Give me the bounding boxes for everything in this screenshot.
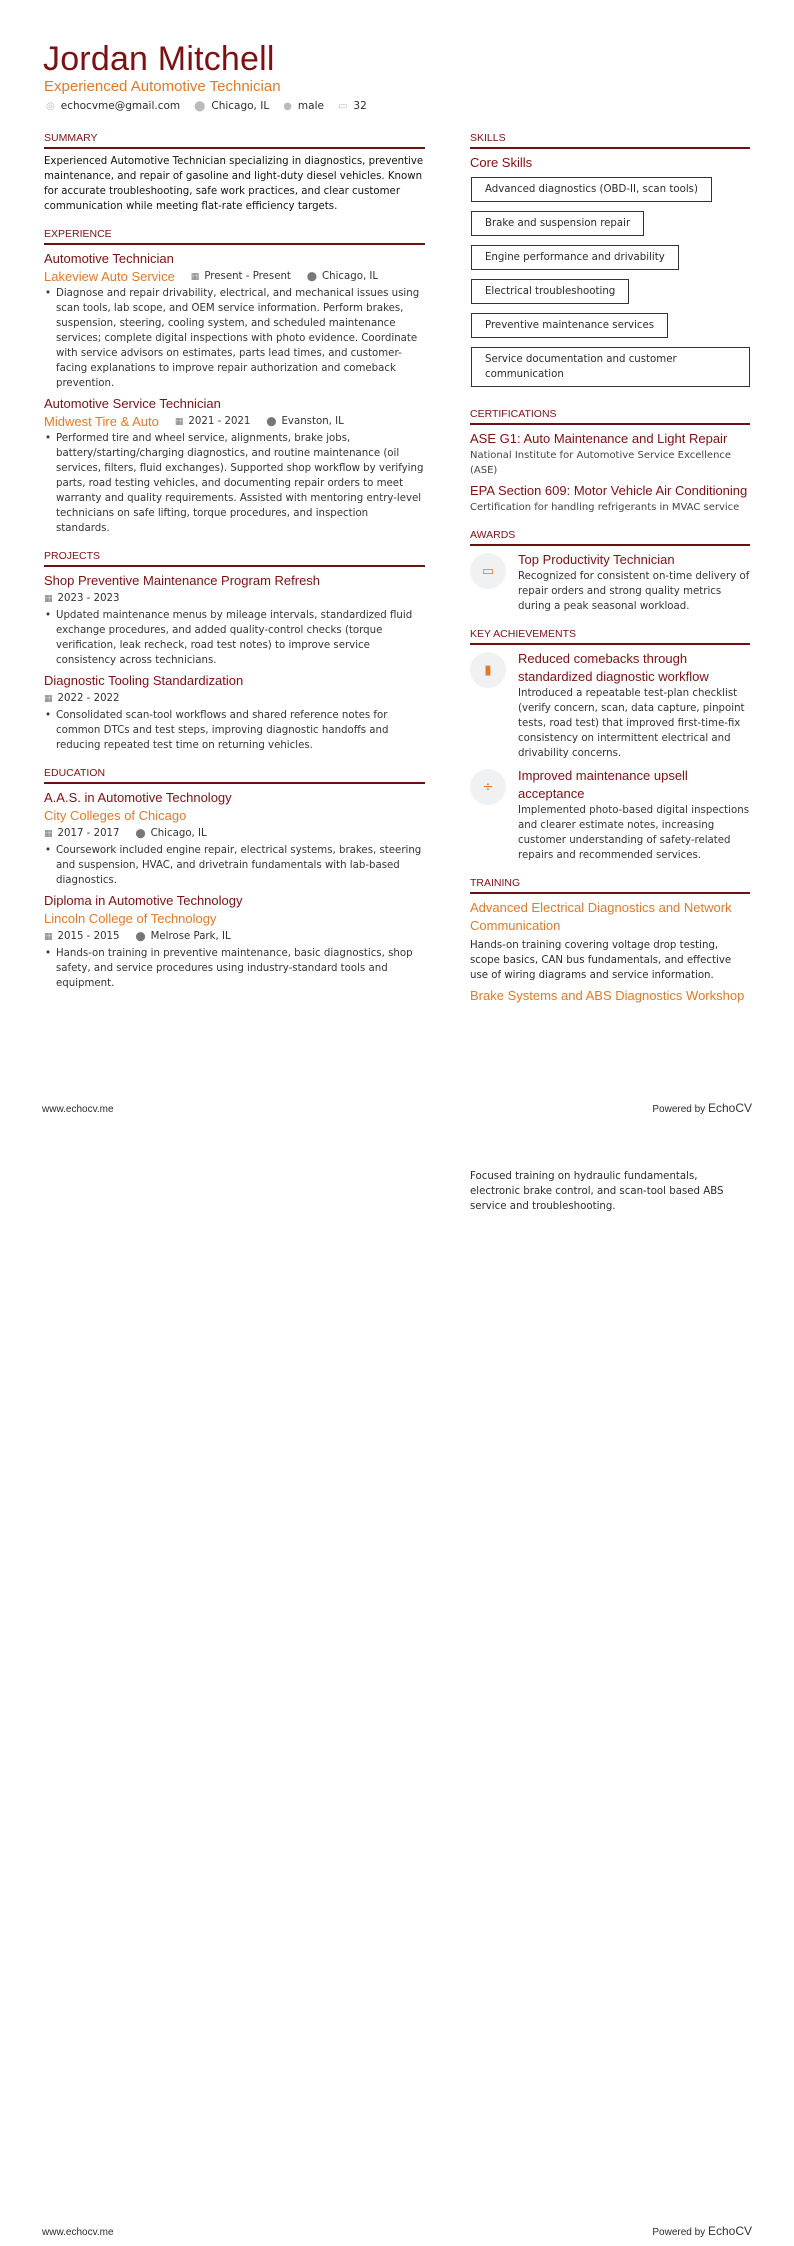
- location-icon: ⬤: [306, 272, 317, 282]
- achievements-section: [470, 628, 750, 863]
- award-name: Top Productivity Technician: [518, 552, 675, 567]
- education-section: [44, 767, 425, 991]
- section-heading: EXPERIENCE: [44, 228, 425, 245]
- job-dates: Present - Present: [204, 271, 291, 282]
- gender-text: male: [297, 100, 324, 112]
- section-heading: KEY ACHIEVEMENTS: [470, 628, 750, 645]
- school: Lincoln College of Technology: [44, 911, 217, 926]
- project-item: [44, 572, 425, 668]
- right-column: [470, 132, 750, 1019]
- section-heading: TRAINING: [470, 877, 750, 894]
- project-name: Shop Preventive Maintenance Program Refresh: [44, 573, 321, 588]
- location-icon: ⬤: [194, 101, 206, 112]
- edu-dates: 2017 - 2017: [57, 828, 120, 839]
- project-bullet: • Updated maintenance menus by mileage intervals, standardized fluid exchange procedures, and added quality-control checks (torque verification, leak recheck, road test notes) to improve service consistency across technicians.: [44, 608, 425, 668]
- achievement-name: Improved maintenance upsell acceptance: [518, 768, 688, 801]
- calendar-icon: ▦: [44, 932, 53, 942]
- resume-page-2: [0, 1123, 794, 2246]
- experience-item: [44, 395, 425, 536]
- achievement-text: Introduced a repeatable test-plan checklist (verify concern, scan, data capture, pinpoint tests, road test) that improved first-time-fix consistency on intermittent electrical and drivability concerns.: [518, 688, 745, 759]
- powered-by-text: Powered by: [652, 2227, 706, 2238]
- skill-tag: Brake and suspension repair: [471, 211, 644, 236]
- project-dates: 2022 - 2022: [57, 693, 120, 704]
- job-role: Automotive Service Technician: [44, 396, 221, 411]
- contact-list: [46, 100, 367, 112]
- calendar-icon: ▭: [337, 101, 348, 112]
- calendar-icon: ▦: [190, 272, 200, 282]
- cert-name: ASE G1: Auto Maintenance and Light Repair: [470, 431, 728, 446]
- training-text: Hands-on training covering voltage drop testing, scope basics, CAN bus fundamentals, and effective use of wiring diagrams and service information.: [470, 940, 732, 981]
- summary-text: Experienced Automotive Technician specializing in diagnostics, preventive maintenance, and repair of gasoline and light-duty diesel vehicles. Known for accurate troubleshooting, safe work practices, and clear customer communication while meeting flat-rate efficiency targets.: [44, 156, 424, 212]
- calendar-icon: ▦: [44, 594, 53, 604]
- powered-by-text: Powered by: [652, 1104, 706, 1115]
- edu-bullet: • Coursework included engine repair, electrical systems, brakes, steering and suspension, HVAC, and drivetrain fundamentals with lab-based diagnostics.: [44, 843, 425, 888]
- cert-issuer: Certification for handling refrigerants in MVAC service: [470, 502, 740, 513]
- edu-location: Melrose Park, IL: [150, 931, 231, 942]
- location-icon: ⬤: [266, 417, 277, 427]
- certifications-section: [470, 408, 750, 515]
- footer-powered: [652, 2224, 752, 2238]
- degree: Diploma in Automotive Technology: [44, 893, 243, 908]
- section-heading: AWARDS: [470, 529, 750, 546]
- section-heading: SKILLS: [470, 132, 750, 149]
- candidate-name: Jordan Mitchell: [43, 40, 275, 78]
- brand-logo: EchoCV: [707, 2224, 752, 2238]
- summary-section: [44, 132, 425, 214]
- skill-tag: Electrical troubleshooting: [471, 279, 629, 304]
- training-section: [470, 877, 750, 1005]
- location-icon: ⬤: [135, 932, 146, 942]
- project-name: Diagnostic Tooling Standardization: [44, 673, 244, 688]
- edu-bullet: • Hands-on training in preventive maintenance, basic diagnostics, shop safety, and service procedures using industry-standard tools and equipment.: [44, 946, 425, 991]
- skill-tag: Engine performance and drivability: [471, 245, 679, 270]
- section-heading: EDUCATION: [44, 767, 425, 784]
- divide-icon: ÷: [470, 769, 506, 805]
- achievement-item: [470, 650, 750, 761]
- location-icon: ⬤: [135, 829, 146, 839]
- job-dates: 2021 - 2021: [188, 416, 251, 427]
- cert-issuer: National Institute for Automotive Service Excellence (ASE): [470, 450, 732, 476]
- company-name: Midwest Tire & Auto: [44, 414, 159, 429]
- calendar-icon: ▦: [44, 694, 53, 704]
- contact-email: [46, 100, 180, 112]
- job-location: Evanston, IL: [281, 416, 344, 427]
- awards-section: [470, 529, 750, 614]
- education-item: [44, 789, 425, 888]
- achievement-text: Implemented photo-based digital inspections and clearer estimate notes, increasing customer understanding of safety-related repairs and recommended services.: [518, 805, 749, 861]
- brand-logo: EchoCV: [707, 1101, 752, 1115]
- project-dates: 2023 - 2023: [57, 593, 120, 604]
- education-item: [44, 892, 425, 991]
- job-role: Automotive Technician: [44, 251, 174, 266]
- edu-dates: 2015 - 2015: [57, 931, 120, 942]
- degree: A.A.S. in Automotive Technology: [44, 790, 232, 805]
- school: City Colleges of Chicago: [44, 808, 187, 823]
- section-heading: SUMMARY: [44, 132, 425, 149]
- award-text: Recognized for consistent on-time delivery of repair orders and strong quality metrics during a peak seasonal workload.: [518, 571, 750, 612]
- left-column: [44, 132, 425, 1005]
- contact-gender: [283, 100, 324, 112]
- projects-section: [44, 550, 425, 753]
- company-name: Lakeview Auto Service: [44, 269, 175, 284]
- training-name: Advanced Electrical Diagnostics and Network Communication: [470, 900, 732, 933]
- email-text: echocvme@gmail.com: [60, 100, 181, 112]
- badge-icon: ▭: [470, 553, 506, 589]
- training-name: Brake Systems and ABS Diagnostics Workshop: [470, 988, 745, 1003]
- candidate-title: Experienced Automotive Technician: [44, 78, 281, 95]
- footer-site: www.echocv.me: [42, 1104, 114, 1115]
- skill-tag: Service documentation and customer communication: [471, 347, 750, 387]
- achievement-name: Reduced comebacks through standardized diagnostic workflow: [518, 651, 709, 684]
- job-bullet: • Diagnose and repair drivability, electrical, and mechanical issues using scan tools, lab scope, and OEM service information. Perform brakes, suspension, steering, cooling system, and scheduled maintenance services; complete digital inspections with photo evidence. Coordinate with service advisors on estimates, parts lead times, and customer-facing explanations to improve repair authorization and comeback prevention.: [44, 286, 425, 391]
- edu-location: Chicago, IL: [150, 828, 207, 839]
- location-text: Chicago, IL: [211, 100, 270, 112]
- skill-group-title: Core Skills: [470, 155, 533, 170]
- calendar-icon: ▦: [174, 417, 184, 427]
- experience-item: [44, 250, 425, 391]
- job-bullet: • Performed tire and wheel service, alignments, brake jobs, battery/starting/charging diagnostics, and routine maintenance (oil services, filters, fluid exchanges). Supported shop workflow by verifying parts, road testing vehicles, and documenting repair orders to meet warranty and quality requirements. Assisted with mentoring entry-level technicians on safe lifting, torque procedures, and inspection standards.: [44, 431, 425, 536]
- skills-section: [470, 132, 750, 394]
- project-item: [44, 672, 425, 753]
- achievement-item: [470, 767, 750, 863]
- award-item: [470, 551, 750, 614]
- skill-tag: Advanced diagnostics (OBD-II, scan tools): [471, 177, 712, 202]
- job-location: Chicago, IL: [322, 271, 379, 282]
- project-bullet: • Consolidated scan-tool workflows and shared reference notes for common DTCs and test steps, improving diagnostic handoffs and reducing repeated test time on returning vehicles.: [44, 708, 425, 753]
- user-icon: ●: [283, 101, 292, 112]
- experience-section: [44, 228, 425, 536]
- training-text: Focused training on hydraulic fundamentals, electronic brake control, and scan-tool based ABS service and troubleshooting.: [470, 1171, 724, 1212]
- at-icon: ◎: [46, 101, 55, 112]
- calendar-icon: ▦: [44, 829, 53, 839]
- section-heading: PROJECTS: [44, 550, 425, 567]
- contact-location: [194, 100, 269, 112]
- age-text: 32: [353, 100, 367, 112]
- footer-powered: [652, 1101, 752, 1115]
- cert-name: EPA Section 609: Motor Vehicle Air Conditioning: [470, 483, 748, 498]
- section-heading: CERTIFICATIONS: [470, 408, 750, 425]
- contact-age: [338, 100, 367, 112]
- skill-tag: Preventive maintenance services: [471, 313, 668, 338]
- footer-site: www.echocv.me: [42, 2227, 114, 2238]
- document-check-icon: ▮: [470, 652, 506, 688]
